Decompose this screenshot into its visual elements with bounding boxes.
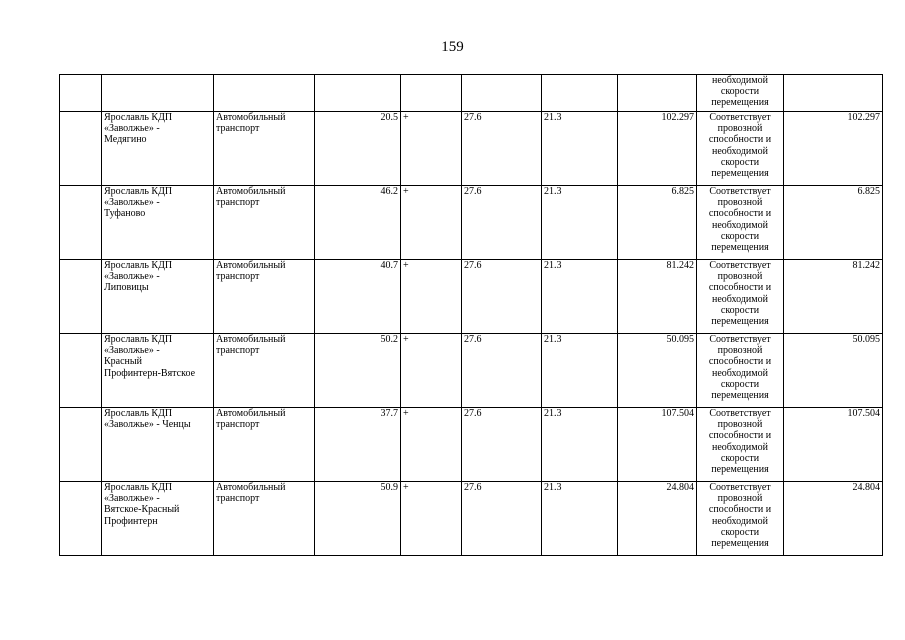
value-d-text: 107.504 [847,408,880,419]
value-d-text: 81.242 [852,260,880,271]
table-row [60,186,883,260]
distance-text: 37.7 [380,408,398,419]
cell-value-c [618,75,697,112]
cell-mark [401,112,462,186]
transport-text: Автомобильный транспорт [216,334,286,357]
cell-value-b [542,186,618,260]
cell-mark [401,408,462,482]
value-c-text: 102.297 [661,112,694,123]
route-text: Ярославль КДП «Заволжье» - Медягино [104,112,173,146]
cell-index [60,112,102,186]
cell-value-b [542,112,618,186]
cell-distance [315,408,401,482]
cell-distance [315,260,401,334]
cell-transport [214,75,315,112]
transport-text: Автомобильный транспорт [216,482,286,505]
cell-value-c [618,334,697,408]
cell-value-d [784,186,883,260]
value-c-text: 81.242 [666,260,694,271]
cell-conclusion [697,408,784,482]
transport-text: Автомобильный транспорт [216,186,286,209]
value-c-text: 6.825 [671,186,694,197]
cell-value-a [462,112,542,186]
cell-transport [214,260,315,334]
cell-value-c [618,186,697,260]
value-b-text: 21.3 [544,186,562,197]
value-a-text: 27.6 [464,186,482,197]
conclusion-text: Соответствует провозной способности и необходимой скорости перемещения [708,408,772,476]
route-text: Ярославль КДП «Заволжье» - Ченцы [104,408,191,431]
cell-mark [401,260,462,334]
cell-mark [401,334,462,408]
cell-value-b [542,334,618,408]
cell-value-a [462,482,542,556]
cell-value-d [784,482,883,556]
transport-text: Автомобильный транспорт [216,112,286,135]
cell-route [102,334,214,408]
mark-text: + [403,334,409,345]
cell-transport [214,186,315,260]
cell-conclusion [697,334,784,408]
cell-route [102,408,214,482]
value-b-text: 21.3 [544,260,562,271]
distance-text: 50.2 [380,334,398,345]
cell-conclusion [697,482,784,556]
routes-table [59,74,883,556]
route-text: Ярославль КДП «Заволжье» - Туфаново [104,186,173,220]
table-row [60,334,883,408]
distance-text: 50.9 [380,482,398,493]
cell-value-d [784,112,883,186]
cell-conclusion [697,75,784,112]
routes-table-body [60,75,883,556]
table-row [60,260,883,334]
cell-transport [214,334,315,408]
cell-index [60,408,102,482]
cell-value-a [462,260,542,334]
cell-distance [315,112,401,186]
value-c-text: 50.095 [666,334,694,345]
conclusion-text: Соответствует провозной способности и необходимой скорости перемещения [708,260,772,328]
cell-value-a [462,334,542,408]
cell-value-d [784,260,883,334]
cell-value-b [542,75,618,112]
value-b-text: 21.3 [544,408,562,419]
cell-route [102,260,214,334]
cell-transport [214,112,315,186]
cell-conclusion [697,260,784,334]
cell-value-b [542,482,618,556]
value-a-text: 27.6 [464,112,482,123]
cell-transport [214,482,315,556]
table-row [60,482,883,556]
cell-route [102,186,214,260]
cell-distance [315,482,401,556]
cell-value-d [784,408,883,482]
distance-text: 20.5 [380,112,398,123]
cell-index [60,75,102,112]
value-d-text: 102.297 [847,112,880,123]
value-b-text: 21.3 [544,334,562,345]
distance-text: 46.2 [380,186,398,197]
cell-route [102,112,214,186]
mark-text: + [403,408,409,419]
conclusion-text: Соответствует провозной способности и необходимой скорости перемещения [708,334,772,402]
conclusion-text: Соответствует провозной способности и необходимой скорости перемещения [708,186,772,254]
cell-value-c [618,482,697,556]
cell-index [60,334,102,408]
cell-conclusion [697,186,784,260]
cell-conclusion [697,112,784,186]
mark-text: + [403,482,409,493]
conclusion-text: Соответствует провозной способности и необходимой скорости перемещения [708,482,772,550]
cell-value-c [618,260,697,334]
mark-text: + [403,186,409,197]
table-row-continued [60,75,883,112]
transport-text: Автомобильный транспорт [216,408,286,431]
value-b-text: 21.3 [544,112,562,123]
table-row [60,112,883,186]
value-d-text: 24.804 [852,482,880,493]
transport-text: Автомобильный транспорт [216,260,286,283]
cell-value-d [784,75,883,112]
cell-value-b [542,408,618,482]
cell-distance [315,75,401,112]
cell-distance [315,334,401,408]
cell-value-c [618,408,697,482]
value-a-text: 27.6 [464,334,482,345]
cell-value-a [462,408,542,482]
cell-value-a [462,75,542,112]
value-d-text: 6.825 [857,186,880,197]
cell-route [102,75,214,112]
cell-index [60,482,102,556]
cell-distance [315,186,401,260]
route-text: Ярославль КДП «Заволжье» - Липовицы [104,260,173,294]
value-a-text: 27.6 [464,408,482,419]
cell-index [60,186,102,260]
mark-text: + [403,260,409,271]
cell-transport [214,408,315,482]
cell-value-a [462,186,542,260]
value-a-text: 27.6 [464,260,482,271]
table-row [60,408,883,482]
cell-mark [401,482,462,556]
value-a-text: 27.6 [464,482,482,493]
cell-value-c [618,112,697,186]
route-text: Ярославль КДП «Заволжье» - Красный Профинтерн-Вятское [104,334,196,379]
conclusion-text: Соответствует провозной способности и необходимой скорости перемещения [708,112,772,180]
route-text: Ярославль КДП «Заволжье» - Вятское-Красный Профинтерн [104,482,180,527]
value-d-text: 50.095 [852,334,880,345]
page-number: 159 [441,39,464,55]
mark-text: + [403,112,409,123]
value-b-text: 21.3 [544,482,562,493]
cell-index [60,260,102,334]
conclusion-text: необходимой скорости перемещения [711,75,769,109]
distance-text: 40.7 [380,260,398,271]
value-c-text: 24.804 [666,482,694,493]
cell-mark [401,75,462,112]
cell-value-b [542,260,618,334]
cell-value-d [784,334,883,408]
cell-mark [401,186,462,260]
cell-route [102,482,214,556]
value-c-text: 107.504 [661,408,694,419]
